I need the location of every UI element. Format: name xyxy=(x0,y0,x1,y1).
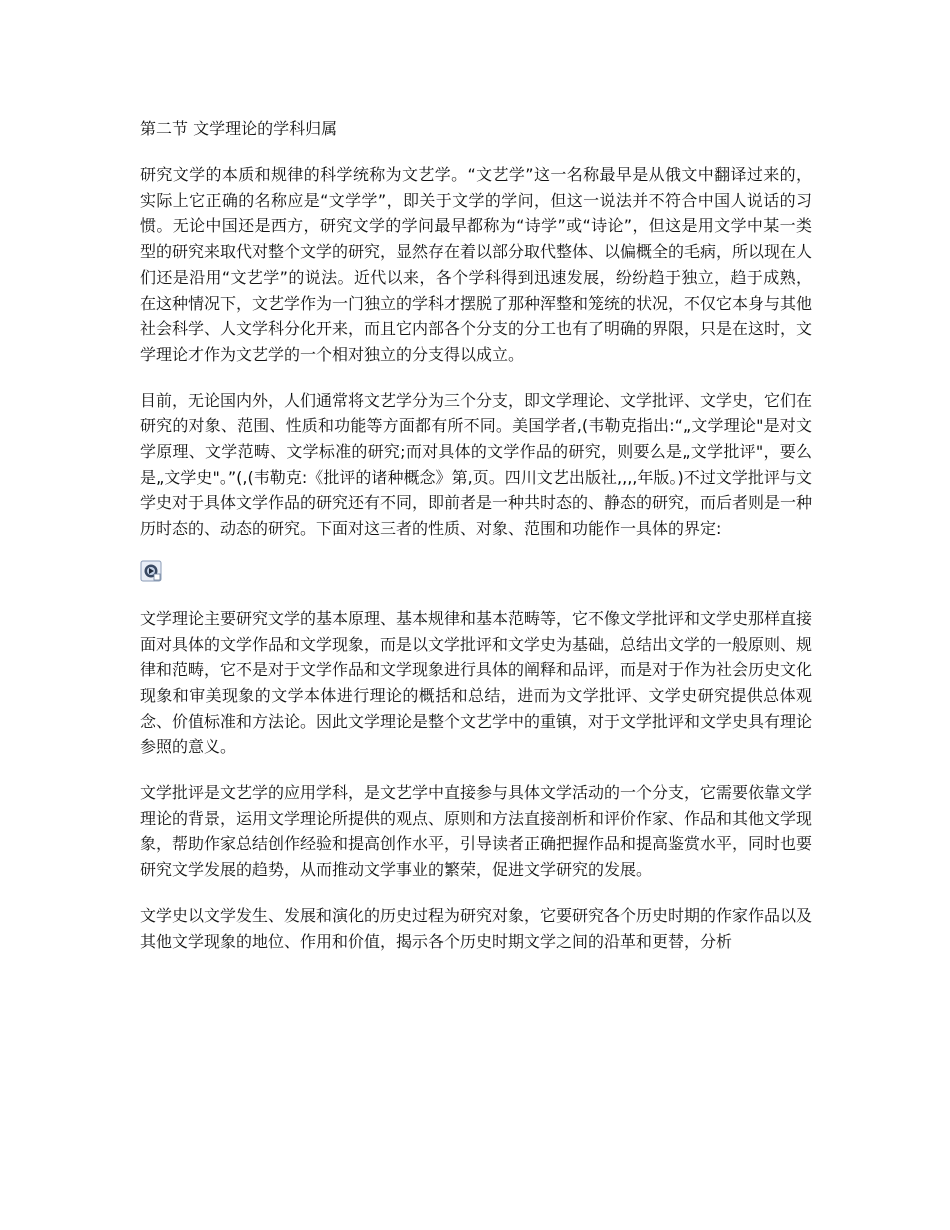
paragraph-intro: 研究文学的本质和规律的科学统称为文艺学。“文艺学”这一名称最早是从俄文中翻译过来的，实际上它正确的名称应是“文学学”，即关于文学的学问，但这一说法并不符合中国人说话的习惯。无论中国还是西方，研究文学的学问最早都称为“诗学”或“诗论”，但这是用文学中某一类型的研究来取代对整个文学的研究，显然存在着以部分取代整体、以偏概全的毛病，所以现在人们还是沿用“文艺学”的说法。近代以来，各个学科得到迅速发展，纷纷趋于独立，趋于成熟，在这种情况下，文艺学作为一门独立的学科才摆脱了那种浑整和笼统的状况，不仅它本身与其他社会科学、人文学科分化开来，而且它内部各个分支的分工也有了明确的界限，只是在这时，文学理论才作为文艺学的一个相对独立的分支得以成立。 xyxy=(140,165,813,364)
paragraph-literary-history: 文学史以文学发生、发展和演化的历史过程为研究对象，它要研究各个历史时期的作家作品以及其他文学现象的地位、作用和价值，揭示各个历史时期文学之间的沿革和更替，分析 xyxy=(140,905,813,951)
broken-image-icon xyxy=(140,560,162,582)
paragraph-literary-theory: 文学理论主要研究文学的基本原理、基本规律和基本范畴等，它不像文学批评和文学史那样直接面对具体的文学作品和文学现象，而是以文学批评和文学史为基础，总结出文学的一般原则、规律和范畴，它不是对于文学作品和文学现象进行具体的阐释和品评，而是对于作为社会历史文化现象和审美现象的文学本体进行理论的概括和总结，进而为文学批评、文学史研究提供总体观念、价值标准和方法论。因此文学理论是整个文艺学中的重镇，对于文学批评和文学史具有理论参照的意义。 xyxy=(140,608,813,757)
document-body xyxy=(140,116,812,974)
paragraph-branches: 目前，无论国内外，人们通常将文艺学分为三个分支，即文学理论、文学批评、文学史，它们在研究的对象、范围、性质和功能等方面都有所不同。美国学者,(韦勒克指出:“„文学理论"是对文学原理、文学范畴、文学标准的研究;而对具体的文学作品的研究，则要么是„文学批评"，要么是„文学史"。”(,(韦勒克:《批评的诸种概念》第,页。四川文艺出版社,,,,年版。)不过文学批评与文学史对于具体文学作品的研究还有不同，即前者是一种共时态的、静态的研究，而后者则是一种历时态的、动态的研究。下面对这三者的性质、对象、范围和功能作一具体的界定: xyxy=(140,390,813,539)
section-title: 第二节 文学理论的学科归属 xyxy=(140,119,338,138)
paragraph-literary-criticism: 文学批评是文艺学的应用学科，是文艺学中直接参与具体文学活动的一个分支，它需要依靠文学理论的背景，运用文学理论所提供的观点、原则和方法直接剖析和评价作家、作品和其他文学现象，帮助作家总结创作经验和提高创作水平，引导读者正确把握作品和提高鉴赏水平，同时也要研究文学发展的趋势，从而推动文学事业的繁荣，促进文学研究的发展。 xyxy=(140,783,813,880)
